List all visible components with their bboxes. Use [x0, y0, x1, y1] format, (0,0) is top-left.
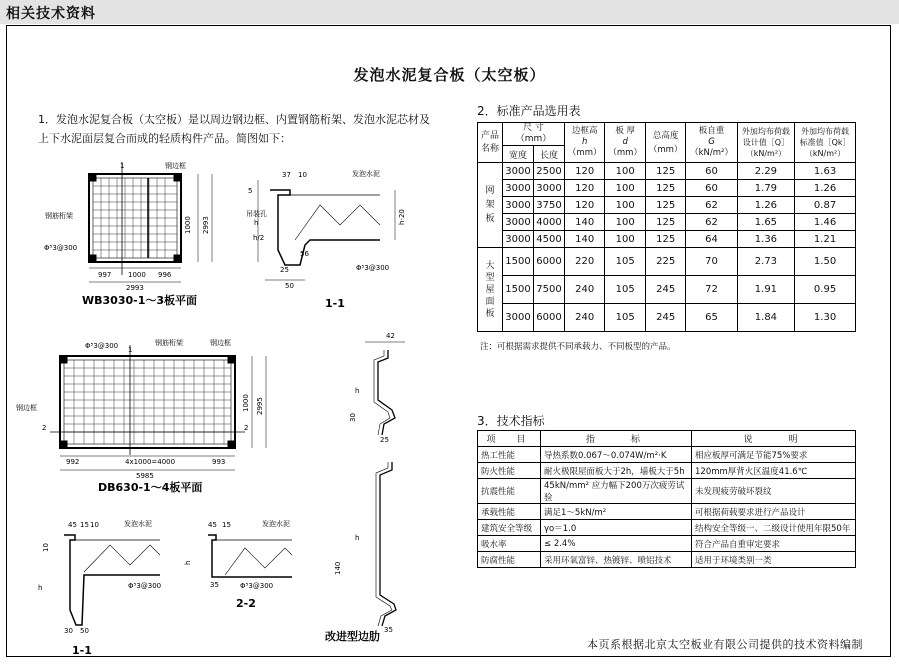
table-row: 承载性能 满足1～5kN/m² 可根据荷载要求进行产品设计: [478, 504, 856, 520]
db-dim-2: 4x1000=4000: [125, 458, 176, 466]
b11-rebar-label: Φ⁵3@300: [128, 582, 162, 590]
th-thick: 板 厚 d （mm）: [605, 123, 645, 163]
s22-dim-15: 15: [222, 521, 231, 529]
db-dim-3: 993: [212, 458, 226, 466]
b11-dim-50: 50: [80, 627, 89, 635]
table-note: 注：可根据需求提供不同承载力、不同板型的产品。: [480, 342, 676, 352]
wb-caption: WB3030-1～3板平面: [82, 294, 198, 307]
th-size: 尺 寸 （mm）: [503, 123, 565, 146]
table-row: 网架板 3000 2500 120 100 125 60 2.29 1.63: [478, 163, 856, 180]
b11-dim-15: 15: [80, 521, 89, 529]
sec-dim-h: h: [254, 219, 259, 227]
wb-rebar-label: Φ⁵3@300: [44, 244, 78, 252]
footer-text: 本页系根据北京太空板业有限公司提供的技术资料编制: [587, 638, 863, 651]
table-row: 3000 3750 120 100 125 62 1.26 0.87: [478, 197, 856, 214]
db-plan-drawing: [50, 345, 266, 470]
db-dim-total: 5985: [136, 472, 154, 480]
sec-dim-10: 10: [298, 171, 307, 179]
th-total-h: 总高度 （mm）: [645, 123, 685, 163]
section-2-title: 2．标准产品选用表: [477, 104, 581, 118]
sec-foam-label: 发泡水泥: [352, 170, 380, 178]
table-row: 1500 7500 240 105 245 72 1.91 0.95: [478, 276, 856, 304]
wb-dim-3: 996: [158, 271, 172, 279]
s22-dim-45: 45: [208, 521, 217, 529]
th-item: 项 目: [478, 431, 541, 447]
rib-improved-drawing: [376, 462, 396, 626]
header-title: 相关技术资料: [6, 6, 96, 22]
wb-dim-v1: 1000: [184, 216, 192, 234]
th-std: 外加均布荷载 标准值［Qk］ （kN/m²）: [795, 123, 856, 163]
wb-dim-total: 2993: [126, 284, 144, 292]
sec-1-1-caption: 1-1: [325, 297, 345, 310]
db-caption: DB630-1～4板平面: [98, 481, 203, 494]
b11-dim-40: 10: [42, 543, 50, 552]
th-length: 长度: [533, 146, 564, 163]
b11-dim-10: 10: [90, 521, 99, 529]
table-row: 热工性能 导热系数0.067～0.074W/m²·K 相应板厚可满足节能75%要求: [478, 447, 856, 463]
db-truss-label: 钢筋桁架: [155, 339, 183, 347]
section-3-title: 3．技术指标: [477, 414, 545, 428]
group-2: 大型屋面板: [478, 248, 503, 332]
sec-2-2-caption: 2-2: [236, 597, 256, 610]
th-frame-h: 边框高 h （mm）: [564, 123, 604, 163]
sec-dim-56: 56: [300, 250, 309, 258]
s22-rebar-label: Φ⁵3@300: [240, 582, 274, 590]
group-1: 网架板: [478, 163, 503, 248]
table-row: 3000 4500 140 100 125 64 1.36 1.21: [478, 231, 856, 248]
db-frame-side-label: 钢边框: [16, 404, 37, 412]
sec-hole-label: 吊装孔: [246, 210, 267, 218]
wb-dim-1: 997: [98, 271, 112, 279]
wb-frame-label: 钢边框: [165, 162, 186, 170]
rib2-dim-140: 140: [334, 561, 342, 575]
db-cut-2-right: 2: [244, 424, 249, 432]
rib2-dim-35: 35: [384, 626, 393, 634]
table-row: 吸水率 ≤ 2.4% 符合产品自重审定要求: [478, 536, 856, 552]
s22-dim-h: h: [184, 560, 192, 565]
th-design: 外加均布荷载 设计值［Q］ （kN/m²）: [737, 123, 794, 163]
b11-dim-30: 30: [64, 627, 73, 635]
sec-dim-h20: h-20: [398, 209, 406, 225]
section-1-1b-drawing: [64, 535, 160, 625]
sec-dim-37: 37: [282, 171, 291, 179]
rib-dim-h: h: [355, 387, 360, 395]
db-cut-label: 1: [128, 346, 133, 354]
db-dim-1: 992: [66, 458, 80, 466]
sec-dim-25: 25: [280, 266, 289, 274]
sec-dim-5: 5: [248, 187, 253, 195]
th-desc: 说 明: [692, 431, 856, 447]
db-dim-v-total: 2995: [256, 397, 264, 415]
rib-small-drawing: [365, 342, 405, 435]
sec-rebar-label: Φ⁵3@300: [356, 264, 390, 272]
th-weight: 板自重 G （kN/m²）: [686, 123, 737, 163]
sec-dim-h2: h/2: [253, 234, 265, 242]
table-row: 3000 3000 120 100 125 60 1.79 1.26: [478, 180, 856, 197]
wb-truss-label: 钢筋桁架: [45, 212, 73, 220]
table-row: 抗震性能 45kN/mm² 应力幅下200万次疲劳试验 未发现疲劳破坏裂纹: [478, 479, 856, 504]
rib-caption: 改进型边肋: [325, 630, 380, 643]
rib-dim-30: 30: [349, 413, 357, 422]
s22-dim-35: 35: [210, 581, 219, 589]
th-name: 产品名称: [478, 123, 503, 163]
wb-cut-label: 1: [120, 162, 125, 170]
table-row: 3000 6000 240 105 245 65 1.84 1.30: [478, 304, 856, 332]
wb-plan-drawing: [89, 162, 212, 282]
rib2-dim-h: h: [355, 534, 360, 542]
rib-dim-25: 25: [380, 436, 389, 444]
sec-dim-50: 50: [285, 282, 294, 290]
wb-dim-v-total: 2993: [202, 216, 210, 234]
b11-dim-h: h: [38, 584, 43, 592]
table-row: 3000 4000 140 100 125 62 1.65 1.46: [478, 214, 856, 231]
section-2-2-drawing: [208, 535, 292, 577]
db-frame-label: 钢边框: [210, 339, 231, 347]
b11-dim-45: 45: [68, 521, 77, 529]
table-row: 防腐性能 采用环氧富锌、热镀锌、喷铝技术 适用于环境类别一类: [478, 552, 856, 568]
table-row: 防火性能 耐火极限屋面板大于2h，墙板大于5h 120mm厚背火区温度41.6℃: [478, 463, 856, 479]
s22-foam-label: 发泡水泥: [262, 520, 290, 528]
page-title: 发泡水泥复合板（太空板）: [353, 66, 546, 84]
rib-dim-42: 42: [386, 332, 395, 340]
db-dim-v1: 1000: [242, 394, 250, 412]
table-row: 大型屋面板 1500 6000 220 105 225 70 2.73 1.50: [478, 248, 856, 276]
b11-foam-label: 发泡水泥: [124, 520, 152, 528]
intro-text: 1．发泡水泥复合板（太空板）是以周边钢边框、内置钢筋桁架、发泡水泥芯材及上下水泥面层复合而成的轻质构件产品。简图如下：: [38, 113, 430, 145]
wb-dim-2: 1000: [128, 271, 146, 279]
th-index: 指 标: [541, 431, 692, 447]
sec-1-1b-caption: 1-1: [72, 644, 92, 657]
th-width: 宽度: [503, 146, 534, 163]
table-row: 建筑安全等级 γo＝1.0 结构安全等级一、二级设计使用年限50年: [478, 520, 856, 536]
db-rebar-label: Φ⁵3@300: [85, 342, 119, 350]
db-cut-2-left: 2: [42, 424, 47, 432]
